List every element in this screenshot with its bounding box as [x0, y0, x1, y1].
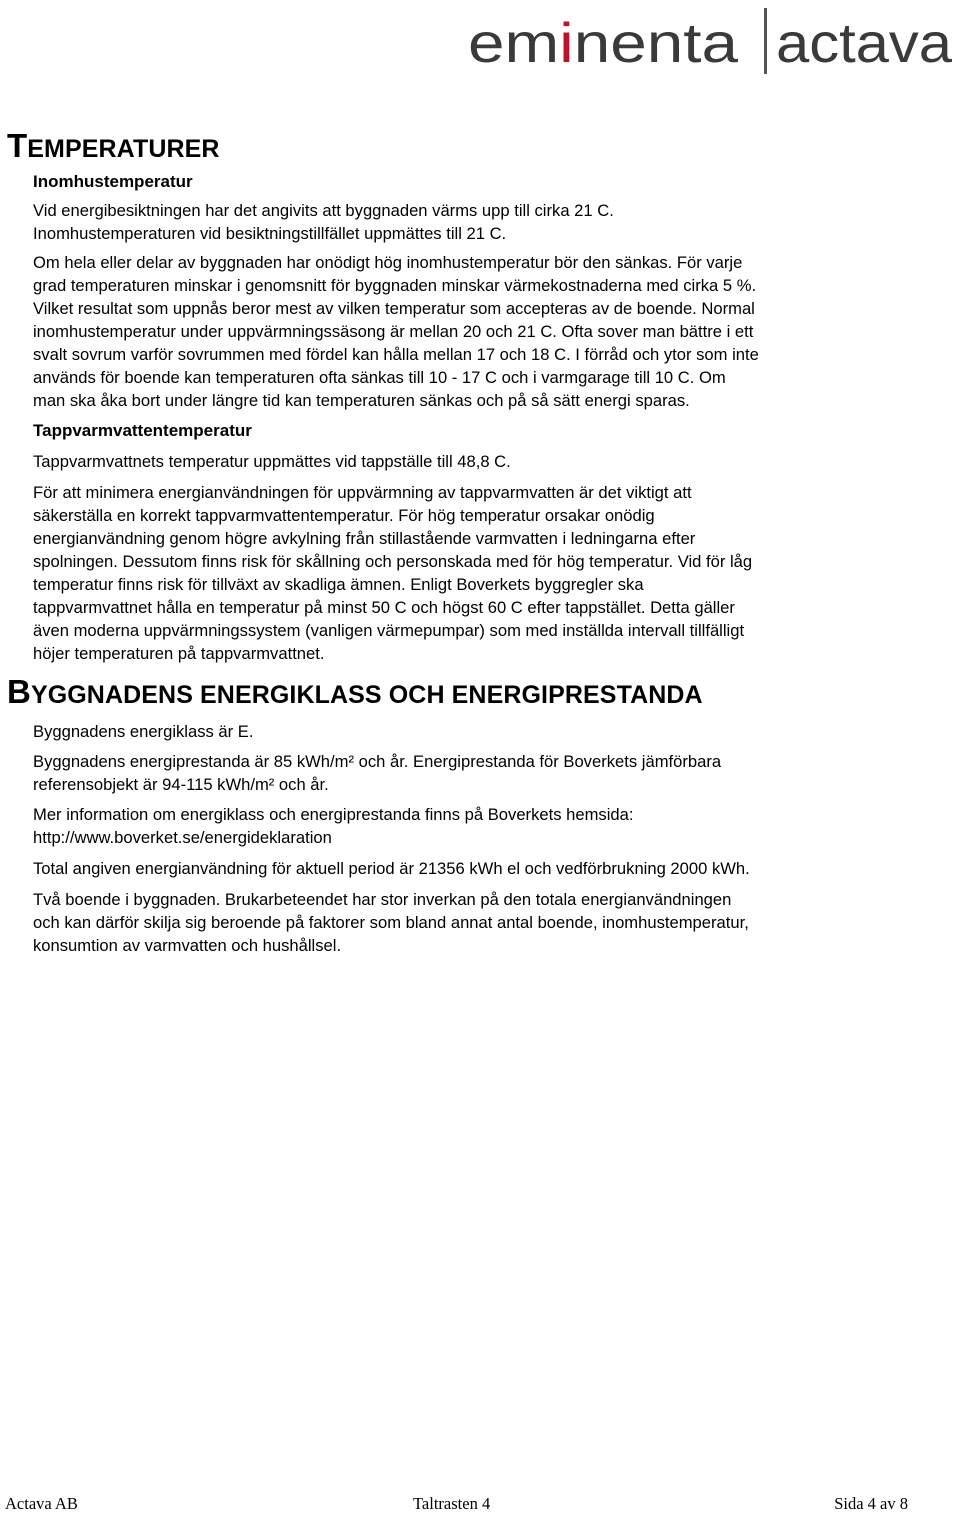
text-line: Vilket resultat som uppnås beror mest av vilken temperatur som accepteras av de boende. Normal — [33, 299, 755, 318]
logo-wordmark-eminenta: em inenta — [468, 11, 714, 74]
text-line: Vid energibesiktningen har det angivits att byggnaden värms upp till cirka 21 C. — [33, 201, 614, 220]
text-line: man ska åka bort under längre tid kan temperaturen sänkas och på så sätt energi sparas. — [33, 391, 690, 410]
paragraph-energiprestanda — [33, 750, 960, 796]
text-line: grad temperaturen minskar i genomsnitt för byggnaden minskar värmekostnaderna med cirka 5 %. — [33, 276, 757, 295]
footer-address: Taltrasten 4 — [413, 1494, 491, 1513]
text-line: Mer information om energiklass och energiprestanda finns på Boverkets hemsida: — [33, 805, 634, 824]
text-line: används för boende kan temperaturen ofta sänkas till 10 - 17 C och i varmgarage till 10 C. Om — [33, 368, 726, 387]
boverket-url: http://www.boverket.se/energideklaration — [33, 828, 332, 847]
text-line: Byggnadens energiklass är E. — [33, 722, 254, 741]
paragraph-mer-information — [33, 803, 960, 849]
text-line: referensobjekt är 94-115 kWh/m² och år. — [33, 775, 329, 794]
company-logo — [466, 6, 956, 78]
text-line: säkerställa en korrekt tappvarmvattentemperatur. För hög temperatur orsakar onödig — [33, 506, 655, 525]
text-line: spolningen. Dessutom finns risk för skållning och personskada med för hög temperatur. Vid för låg — [33, 552, 753, 571]
paragraph-tappvarmvatten-advice — [33, 481, 960, 665]
text-line: höjer temperaturen på tappvarmvattnet. — [33, 644, 325, 663]
text-line: För att minimera energianvändningen för uppvärmning av tappvarmvatten är det viktigt att — [33, 483, 692, 502]
paragraph-inomhus-measurement — [33, 199, 960, 245]
text-line: Byggnadens energiprestanda är 85 kWh/m² och år. Energiprestanda för Boverkets jämförbara — [33, 752, 722, 771]
page-footer — [0, 1494, 960, 1516]
logo-wordmark-actava: actava — [776, 11, 953, 74]
heading-tappvarmvattentemperatur: Tappvarmvattentemperatur — [33, 421, 252, 440]
text-line: och kan därför skilja sig beroende på faktorer som bland annat antal boende, inomhustemperatur, — [33, 913, 749, 932]
text-line: Om hela eller delar av byggnaden har onödigt hög inomhustemperatur bör den sänkas. För varje — [33, 253, 743, 272]
text-line: konsumtion av varmvatten och hushållsel. — [33, 936, 342, 955]
section-title-energiklass: BYGGNADENS ENERGIKLASS OCH ENERGIPRESTANDA — [7, 673, 703, 710]
text-line: Total angiven energianvändning för aktuell period är 21356 kWh el och vedförbrukning 2000 kWh. — [33, 859, 750, 878]
paragraph-total-energianvandning — [33, 857, 960, 880]
paragraph-tappvarmvatten-measurement — [33, 450, 960, 473]
logo-divider — [764, 8, 767, 74]
text-line: Inomhustemperaturen vid besiktningstillfället uppmättes till 21 C. — [33, 224, 507, 243]
page-content — [0, 128, 960, 957]
text-line: energianvändning genom högre avkylning från stillastående varmvatten i ledningarna efter — [33, 529, 696, 548]
footer-page-number: Sida 4 av 8 — [834, 1494, 908, 1513]
text-line: tappvarmvattnet hålla en temperatur på minst 50 C och högst 60 C efter tappstället. Detta gäller — [33, 598, 735, 617]
paragraph-inomhus-advice — [33, 251, 960, 412]
section-title-temperaturer: TEMPERATURER — [7, 127, 220, 164]
text-line: Tappvarmvattnets temperatur uppmättes vid tappställe till 48,8 C. — [33, 452, 511, 471]
paragraph-energiklass — [33, 720, 960, 743]
paragraph-brukarbeteende — [33, 888, 960, 957]
text-line: Två boende i byggnaden. Brukarbeteendet har stor inverkan på den totala energianvändningen — [33, 890, 732, 909]
heading-inomhustemperatur: Inomhustemperatur — [33, 172, 193, 191]
text-line: svalt sovrum varför sovrummen med fördel kan hålla mellan 17 och 18 C. I förråd och ytor som inte — [33, 345, 759, 364]
footer-company: Actava AB — [5, 1494, 78, 1513]
text-line: även moderna uppvärmningssystem (vanligen värmepumpar) som med inställda intervall tillfälligt — [33, 621, 745, 640]
text-line: inomhustemperatur under uppvärmningssäsong är mellan 20 och 21 C. Ofta sover man bättre i ett — [33, 322, 754, 341]
text-line: temperatur finns risk för tillväxt av skadliga ämnen. Enligt Boverkets byggregler ska — [33, 575, 644, 594]
